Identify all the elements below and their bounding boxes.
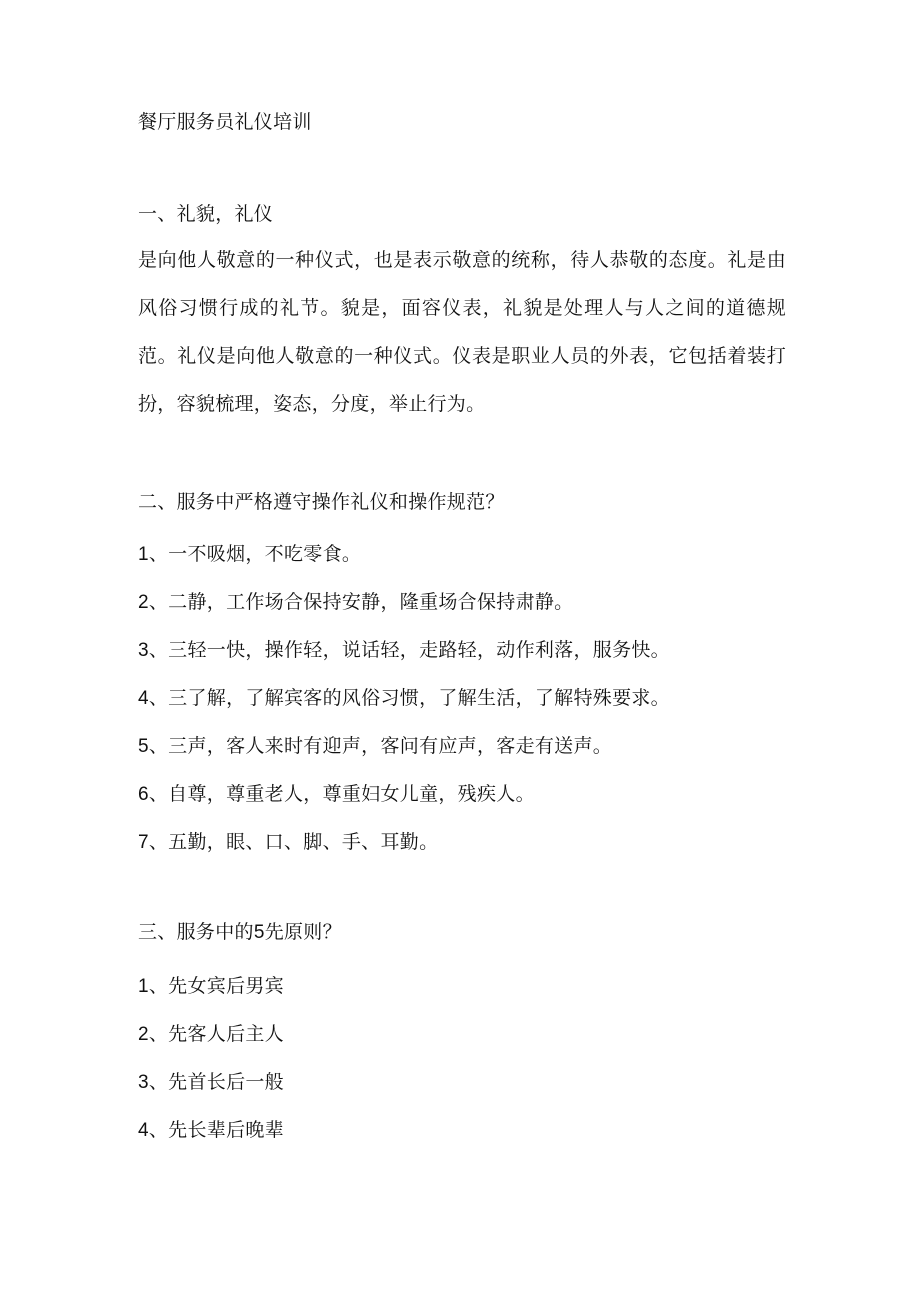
list-item xyxy=(138,686,670,734)
section3-heading-number: 5 xyxy=(253,922,265,943)
list-item xyxy=(138,782,670,830)
document-title: 餐厅服务员礼仪培训 xyxy=(138,111,312,133)
list-item xyxy=(138,638,670,686)
list-item xyxy=(138,830,670,878)
item-number: 2 xyxy=(138,592,149,613)
section1-body: 是向他人敬意的一种仪式，也是表示敬意的统称，待人恭敬的态度。礼是由风俗习惯行成的礼节。貌是，面容仪表，礼貌是处理人与人之间的道德规范。礼仪是向他人敬意的一种仪式。仪表是职业人员的外表，它包括着装打扮，容貌梳理，姿态，分度，举止行为。 xyxy=(138,249,786,415)
item-number: 2 xyxy=(138,1024,149,1045)
item-text: 、自尊，尊重老人，尊重妇女儿童，残疾人。 xyxy=(148,783,535,805)
item-text: 、三声，客人来时有迎声，客问有应声，客走有送声。 xyxy=(148,735,613,757)
item-text: 、先女宾后男宾 xyxy=(148,975,284,997)
list-item xyxy=(138,542,670,590)
item-text: 、先客人后主人 xyxy=(148,1023,284,1045)
item-number: 1 xyxy=(138,976,149,997)
list-item xyxy=(138,1070,284,1118)
item-number: 6 xyxy=(138,784,149,805)
item-number: 1 xyxy=(138,544,149,565)
section3-heading-suffix: 先原则？ xyxy=(264,921,342,943)
section2-list xyxy=(138,542,670,878)
section3-heading-prefix: 三、服务中的 xyxy=(138,921,254,943)
item-text: 、三轻一快，操作轻，说话轻，走路轻，动作利落，服务快。 xyxy=(148,639,670,661)
list-item xyxy=(138,1022,284,1070)
item-number: 5 xyxy=(138,736,149,757)
item-text: 、先长辈后晚辈 xyxy=(148,1119,284,1141)
section2-heading: 二、服务中严格遵守操作礼仪和操作规范？ xyxy=(138,491,505,513)
item-number: 7 xyxy=(138,832,149,853)
list-item xyxy=(138,734,670,782)
section1-heading: 一、礼貌，礼仪 xyxy=(138,203,274,225)
list-item xyxy=(138,590,670,638)
item-text: 、一不吸烟，不吃零食。 xyxy=(148,543,362,565)
item-text: 、二静，工作场合保持安静，隆重场合保持肃静。 xyxy=(148,591,574,613)
item-text: 、五勤，眼、口、脚、手、耳勤。 xyxy=(148,831,439,853)
item-number: 4 xyxy=(138,688,149,709)
list-item xyxy=(138,974,284,1022)
item-number: 3 xyxy=(138,1072,149,1093)
item-text: 、先首长后一般 xyxy=(148,1071,284,1093)
list-item xyxy=(138,1118,284,1166)
item-number: 4 xyxy=(138,1120,149,1141)
section3-heading xyxy=(138,920,342,945)
item-number: 3 xyxy=(138,640,149,661)
section3-list xyxy=(138,974,284,1166)
item-text: 、三了解，了解宾客的风俗习惯，了解生活，了解特殊要求。 xyxy=(148,687,670,709)
